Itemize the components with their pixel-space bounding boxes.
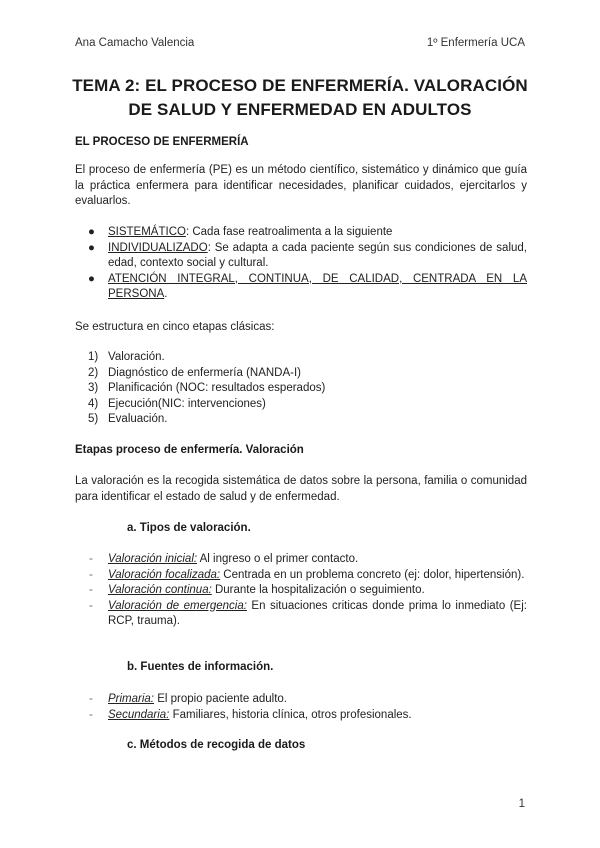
page-number: 1 [518,798,525,810]
bullet-term: ATENCIÓN INTEGRAL, CONTINUA, DE CALIDAD, CENTRADA EN LA PERSONA [108,272,527,300]
bullet-term: SISTEMÁTICO [108,226,186,238]
list-item [75,599,527,630]
dash-icon: - [89,584,93,596]
item-term: Primaria: [108,693,155,705]
list-item [75,241,527,272]
item-number: 2) [88,366,99,379]
structure-intro: Se estructura en cinco etapas clásicas: [75,321,275,333]
section-heading-proceso: EL PROCESO DE ENFERMERÍA [75,136,249,148]
bullet-text: . [164,288,168,300]
list-item [75,350,527,366]
document-title: TEMA 2: EL PROCESO DE ENFERMERÍA. VALORACIÓN DE SALUD Y ENFERMEDAD EN ADULTOS [72,76,528,119]
valoracion-paragraph: La valoración es la recogida sistemática de datos sobre la persona, familia o comunidad para identificar el estado de salud y de enfermedad. [75,475,527,503]
list-item [75,692,527,708]
intro-paragraph: El proceso de enfermería (PE) es un método científico, sistemático y dinámico que guía la práctica enfermera para identificar necesidades, planificar cuidados, ejercitarlos y evaluarlos. [75,164,527,207]
list-item [75,366,527,382]
dash-icon: - [89,553,93,565]
item-number: 3) [88,382,99,394]
item-text: Evaluación. [108,413,168,425]
dash-icon: - [89,708,93,721]
list-item [75,225,527,241]
header-author: Ana Camacho Valencia [75,37,195,49]
item-term: Secundaria: [108,708,170,721]
item-number: 4) [88,397,99,410]
item-term: Valoración focalizada: [108,568,221,581]
list-item [75,552,527,568]
characteristics-list [75,225,527,303]
bullet-term: INDIVIDUALIZADO [108,241,208,254]
item-text: En situaciones criticas donde prima lo inmediato (Ej: RCP, trauma). [108,599,527,627]
item-text: Ejecución(NIC: intervenciones) [108,397,266,410]
list-item [75,397,527,413]
fuentes-list [75,692,527,723]
item-text: Durante la hospitalización o seguimiento. [211,584,425,596]
subheading-tipos: a. Tipos de valoración. [127,522,251,534]
item-term: Valoración continua: [108,584,212,596]
item-text: Diagnóstico de enfermería (NANDA-I) [108,366,302,379]
item-term: Valoración de emergencia: [108,599,247,612]
list-item [75,381,527,397]
item-text: Centrada en un problema concreto (ej: dolor, hipertensión). [220,568,525,581]
subheading-fuentes: b. Fuentes de información. [127,661,274,673]
item-number: 1) [88,351,99,363]
list-item [75,583,527,599]
bullet-icon: ● [88,241,95,254]
bullet-icon: ● [88,226,95,238]
bullet-text: : Cada fase reatroalimenta a la siguiente [185,226,393,238]
dash-icon: - [89,693,93,705]
list-item [75,568,527,584]
section-heading-valoracion: Etapas proceso de enfermería. Valoración [75,444,304,456]
item-text: El propio paciente adulto. [154,693,287,705]
item-text: Familiares, historia clínica, otros profesionales. [169,708,412,721]
item-text: Al ingreso o el primer contacto. [197,553,359,565]
header-course: 1º Enfermería UCA [426,37,525,49]
list-item [75,412,527,428]
item-text: Planificación (NOC: resultados esperados) [108,382,326,394]
item-term: Valoración inicial: [108,553,198,565]
stages-list [75,350,527,428]
list-item [75,272,527,303]
item-text: Valoración. [108,351,165,363]
subheading-metodos: c. Métodos de recogida de datos [127,739,306,751]
list-item [75,708,527,724]
item-number: 5) [88,413,99,425]
bullet-text: : Se adapta a cada paciente según sus condiciones de salud, edad, contexto social y cultural. [108,241,527,269]
tipos-list [75,552,527,630]
dash-icon: - [89,568,93,581]
bullet-icon: ● [88,272,95,285]
dash-icon: - [89,599,93,612]
